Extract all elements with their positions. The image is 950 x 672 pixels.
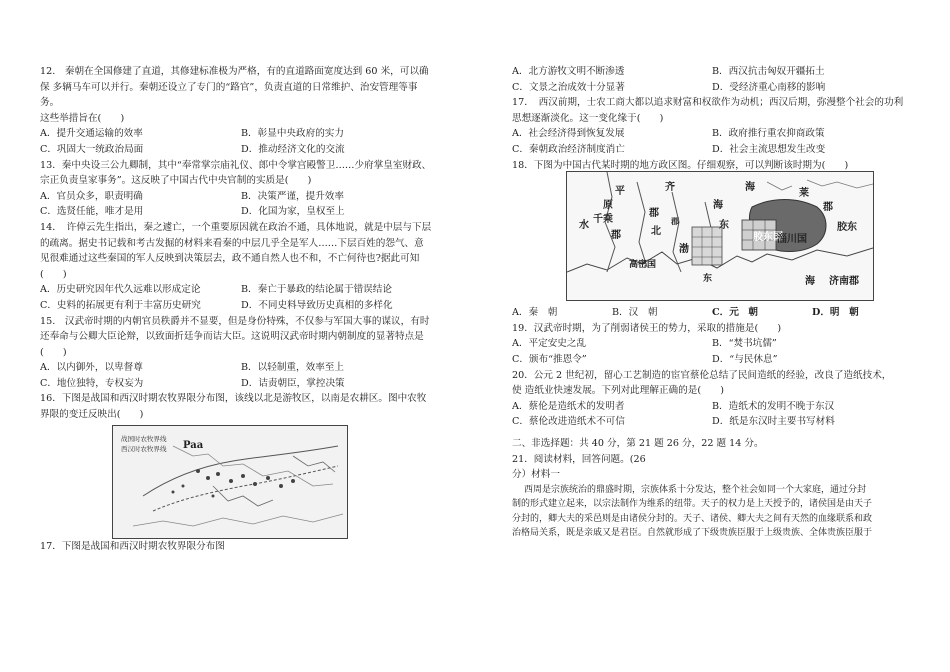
map-label: 海 [713,200,723,212]
question-stem-line: 见很难通过这些秦国的军人反映到决策层去，政不通自然人也不和，不亡何待也?据此可知 [40,253,420,265]
option-b[interactable]: B．决策严谨，提升效率 [241,190,344,202]
map-label: 莱 [799,188,809,200]
legend-western-han-line: 西汉时农牧界线 [121,444,167,453]
option-d[interactable]: D．纸是东汉时主要书写材料 [712,416,835,428]
answer-options [40,189,442,205]
option-d[interactable]: D．诘责朝臣，掌控决策 [241,377,345,389]
option-b[interactable]: B．西汉抗击匈奴开疆拓土 [712,66,825,77]
option-c[interactable]: C．文景之治成效十分显著 [512,81,625,93]
option-c[interactable]: C．颁布“推恩令” [512,353,587,365]
answer-options [512,305,912,321]
option-b[interactable]: B．汉 朝 [612,307,658,319]
option-a[interactable]: A．平定安史之乱 [512,338,587,350]
option-a[interactable]: A．提升交通运输的效率 [40,128,143,140]
map-label: 郡 [823,202,833,214]
question-21-stem: 21．阅读材料，回答问题。(26 [512,453,646,465]
map-label: 渤 [679,244,689,256]
map-label: 东 [703,274,713,285]
answer-options [40,126,442,142]
question-15 [40,314,442,392]
question-17 [512,95,912,157]
question-stem-line: 17．下图是战国和西汉时期农牧界限分布图 [40,540,225,552]
question-13 [40,158,442,220]
map-label: 齐 [665,182,675,194]
answer-options [512,80,912,96]
question-14 [40,220,442,314]
question-stem-line: 14． 许倬云先生指出，秦之遽亡，一个重要原因就在政治不通，具体地说，就是中层与下层 [40,221,432,233]
option-a[interactable]: A．历史研究因年代久远难以形成定论 [40,284,201,296]
option-c[interactable]: C．史料的拓展更有利于丰富历史研究 [40,299,201,311]
map-label: 原 [603,200,613,212]
option-b[interactable]: B．政府推行重农抑商政策 [712,128,825,140]
question-stem-line: 13．秦中央设三公九卿制，其中“奉常掌宗庙礼仪、郎中令掌宫殿警卫……少府掌皇室财政、 [40,159,432,171]
map-label: 济南郡 [829,276,859,288]
option-a[interactable]: A．蔡伦是造纸术的发明者 [512,400,625,412]
question-stem-line: 19．汉武帝时期，为了削弱诸侯王的势力，采取的措施是( ) [512,322,782,334]
answer-options [512,336,912,352]
map-label: 淄川国 [777,234,807,246]
question-stem-line: 务。 [40,97,60,109]
question-12 [40,64,442,158]
question-17-fragment [40,539,442,555]
map-label: 郡 [611,230,621,242]
option-a[interactable]: A．北方游牧文明不断渗透 [512,66,625,77]
question-stem-line: 17． 西汉前期，士农工商大都以追求财富和权欲作为动机；西汉后期，弥漫整个社会的功利 [512,97,904,109]
section-heading: 二、非选择题：共 40 分，第 21 题 26 分，22 题 14 分。 [512,437,764,449]
option-b[interactable]: B．造纸术的发明不晚于东汉 [712,400,835,412]
question-21-stem: 分）材料一 [512,469,560,481]
answer-options [40,282,442,298]
farming-pastoral-boundary-map [112,425,348,539]
material-line: 制的形式建立起来，以宗法制作为维系的纽带。天子的权力是上天授予的，诸侯国是由天子 [512,499,873,510]
answer-options [512,126,912,142]
answer-options [40,204,442,220]
answer-options [40,376,442,392]
map-label: 高密国 [629,260,657,271]
legend-warring-states-line: 战国时农牧界线 [121,434,167,443]
answer-options [40,360,442,376]
material-line: 分封的，卿大夫的采邑则是由诸侯分封的。天子、诸侯、卿大夫之间有天然的血缘联系和政 [512,513,873,524]
map-label: 平 [615,186,625,198]
option-d[interactable]: D．“与民休息” [712,353,778,365]
answer-options [512,142,912,158]
question-16 [40,391,442,538]
question-18 [512,158,912,321]
option-d[interactable]: D．化国为家，皇权至上 [241,206,345,218]
question-stem-line: 12. 秦朝在全国修建了直道，其修建标准极为严格，有的直道路面宽度达到 60 米，可以确 [40,66,429,77]
question-20 [512,368,912,430]
map-label: 海 [805,276,815,288]
question-stem-line: 思想逐渐淡化。这一变化缘于( ) [512,112,664,124]
question-stem-line: ( ) [40,268,67,280]
map-label: 海 [745,182,755,194]
option-c[interactable]: C．巩固大一统政治局面 [40,143,144,155]
left-column [40,64,442,554]
answer-options [512,399,912,415]
question-stem-line: 保 多辆马车可以并行。秦朝还设立了专门的“路官”，负责直道的日常维护、治安管理等事 [40,81,418,93]
option-a[interactable]: A．以内御外，以卑督尊 [40,362,143,374]
option-d[interactable]: D．不同史料导致历史真相的多样化 [241,299,393,311]
option-d[interactable]: D．推动经济文化的交流 [241,143,345,155]
question-stem-line: 18．下图为中国古代某时期的地方政区图。仔细观察，可以判断该时期为( ) [512,159,849,171]
question-stem-line: ( ) [40,346,67,358]
question-stem-line: 15. 汉武帝时期的内朝官员秩爵并不显要，但是身份特殊，不仅参与军国大事的谋议，有时 [40,315,430,327]
material-line: 治格局关系，既是亲戚又是君臣。自然就形成了下级贵族臣服于上级贵族、全体贵族臣服于 [512,528,873,539]
option-c[interactable]: C．蔡伦改进造纸术不可信 [512,416,625,428]
question-stem-line: 的疏离。据史书记载和考古发掘的材料来看秦的中层几乎全是军人……下层百姓的怨气、意 [40,237,424,249]
material-line: 西周是宗族统治的鼎盛时期，宗族体系十分发达，整个社会如同一个大家庭，通过分封 [524,484,867,495]
option-b[interactable]: B．以轻制重，效率至上 [241,362,344,374]
question-stem-line: 16．下图是战国和西汉时期农牧界限分布图，该线以北是游牧区，以南是农耕区。图中农牧 [40,393,427,405]
option-d[interactable]: D．社会主流思想发生改变 [712,143,826,155]
answer-options [40,142,442,158]
answer-options [512,64,912,80]
option-b[interactable]: B．秦亡于暴政的结论属于错误结论 [241,284,392,296]
option-d[interactable]: D．明 朝 [812,307,859,319]
question-19 [512,321,912,368]
map-label: 胶东国 [753,232,783,244]
map-label: 胶东 [837,222,857,234]
administrative-region-map [566,171,874,301]
option-a[interactable]: A．社会经济得到恢复发展 [512,128,625,140]
question-stem-line: 20．公元 2 世纪初，留心工艺制造的宦官蔡伦总结了民间造纸的经验，改良了造纸技术， [512,369,892,381]
map-label: 郡 [649,208,659,220]
option-a[interactable]: A．官员众多，职责明确 [40,190,143,202]
map-label: 水 [579,220,589,232]
option-a[interactable]: A．秦 朝 [512,307,558,319]
question-stem-line: 界限的变迁反映出( ) [40,409,144,421]
option-c[interactable]: C．地位独特，专权妄为 [40,377,144,389]
answer-options [512,414,912,430]
right-column [512,64,912,541]
option-c[interactable]: C．秦朝政治经济制度消亡 [512,143,625,155]
map-label: 北 [651,226,661,238]
option-c[interactable]: C．选贤任能，唯才是用 [40,206,144,218]
option-d[interactable]: D．受经济重心南移的影响 [712,81,826,93]
option-b[interactable]: B．“焚书坑儒” [712,338,777,350]
answer-options [40,298,442,314]
question-stem-line: 宗正负责皇家事务”。这反映了中国古代中央官制的实质是( ) [40,175,312,187]
map-label: 千乘 [593,214,613,226]
question-stem-line: 使 造纸业快速发展。下列对此理解正确的是( ) [512,385,725,397]
map-label: 东 [719,220,729,232]
option-c[interactable]: C．元 朝 [712,307,759,319]
question-16-options [512,64,912,95]
question-stem-line: 还奉命与公卿大臣论辩，以致面折廷争而诘大臣。这说明汉武帝时期内朝制度的显著特点是 [40,331,424,343]
map-label: 郡 [671,216,679,227]
map-label: Paa [183,439,204,451]
option-b[interactable]: B．彰显中央政府的实力 [241,128,344,140]
material-one [512,483,912,541]
question-stem-line: 这些举措旨在( ) [40,112,125,124]
answer-options [512,352,912,368]
